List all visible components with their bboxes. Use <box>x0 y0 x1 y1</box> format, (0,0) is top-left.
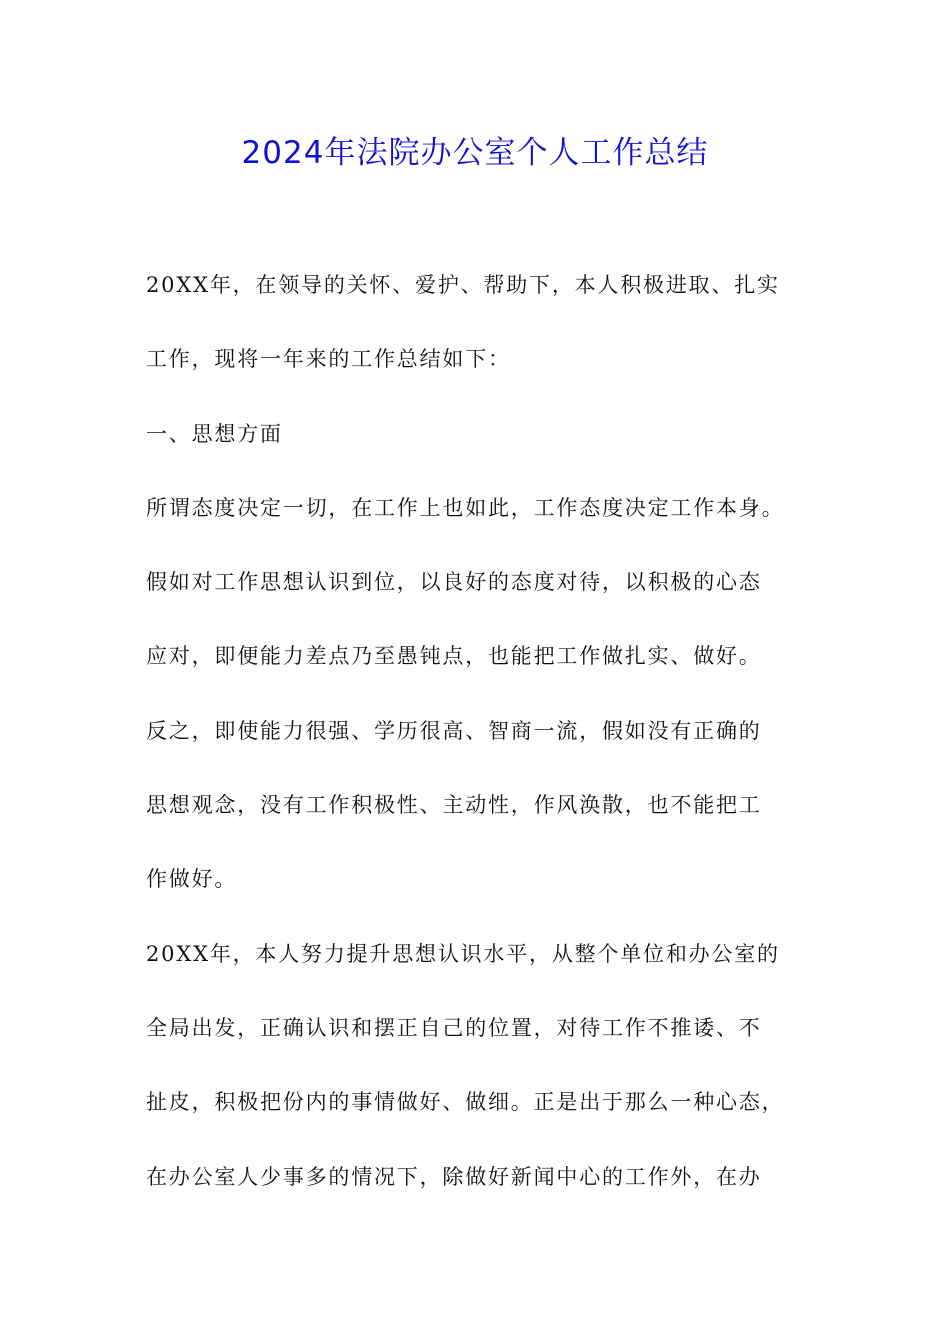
text-line: 反之，即使能力很强、学历很高、智商一流，假如没有正确的 <box>146 718 762 743</box>
text-line: 思想观念，没有工作积极性、主动性，作风涣散，也不能把工 <box>146 793 762 818</box>
text-line: 20XX年，在领导的关怀、爱护、帮助下，本人积极进取、扎实 <box>146 273 780 297</box>
text-line: 假如对工作思想认识到位，以良好的态度对待，以积极的心态 <box>146 570 762 595</box>
text-line: 应对，即便能力差点乃至愚钝点，也能把工作做扎实、做好。 <box>146 644 762 669</box>
document-body <box>146 263 806 1229</box>
text-line: 在办公室人少事多的情况下，除做好新闻中心的工作外，在办 <box>146 1164 762 1189</box>
text-line: 扯皮，积极把份内的事情做好、做细。正是出于那么一种心态， <box>146 1090 785 1115</box>
text-line: 20XX年，本人努力提升思想认识水平，从整个单位和办公室的 <box>146 941 780 966</box>
document-title: 2024年法院办公室个人工作总结 <box>241 135 709 171</box>
text-line: 工作，现将一年来的工作总结如下： <box>146 347 511 372</box>
text-line: 所谓态度决定一切，在工作上也如此，工作态度决定工作本身。 <box>146 495 785 520</box>
text-line: 全局出发，正确认识和摆正自己的位置，对待工作不推诿、不 <box>146 1015 762 1040</box>
section-heading: 一、思想方面 <box>146 421 283 446</box>
text-line: 作做好。 <box>146 867 238 892</box>
